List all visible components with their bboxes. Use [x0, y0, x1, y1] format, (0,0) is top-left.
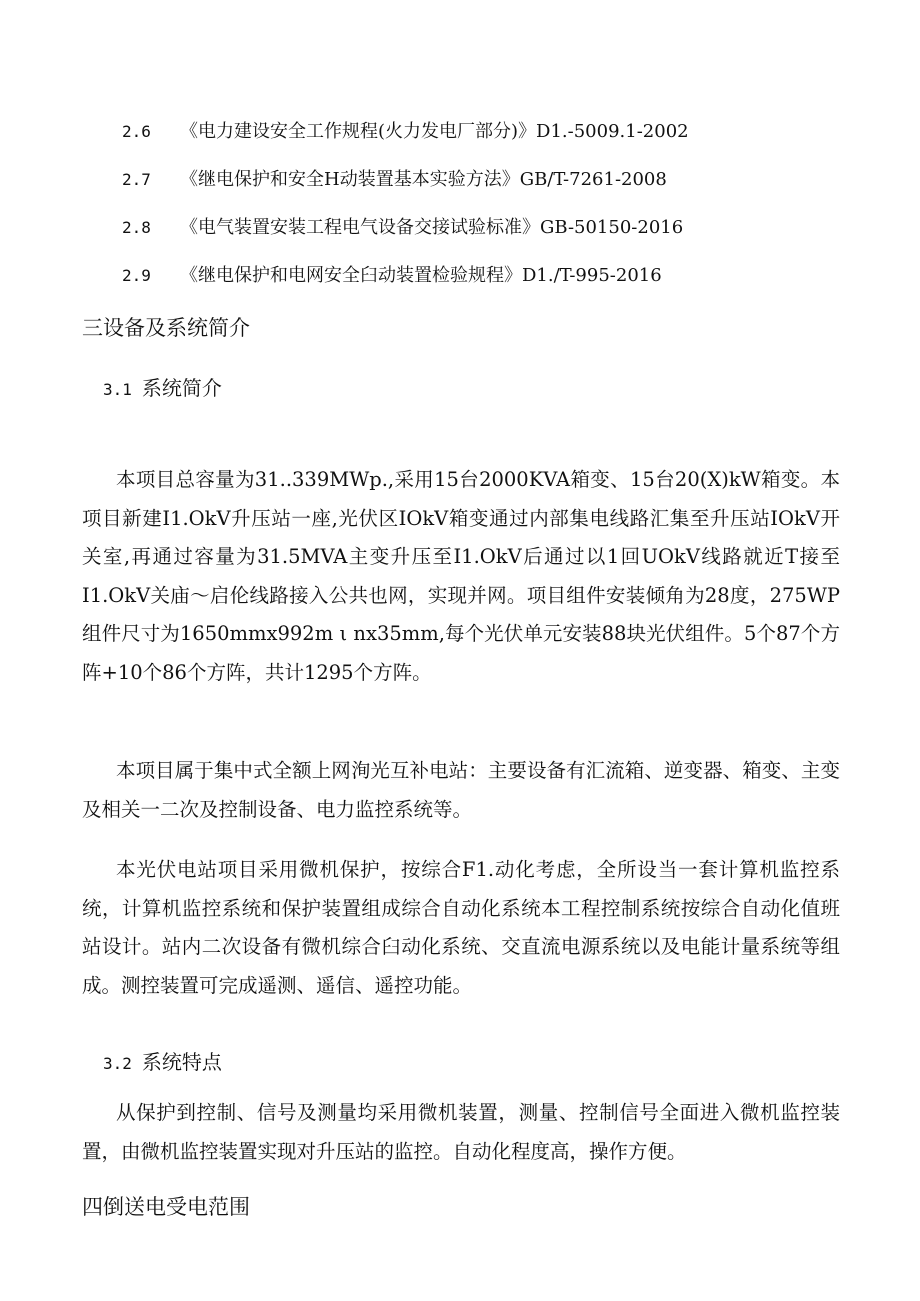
reference-text: 《继电保护和电网安全臼动装置检验规程》D1./T-995-2016	[180, 265, 662, 286]
reference-item	[122, 167, 667, 193]
reference-number: 2.6	[122, 122, 151, 141]
subsection-number: 3.2	[103, 1054, 132, 1073]
subsection-title: 系统简介	[141, 376, 222, 400]
subsection-title: 系统特点	[141, 1050, 222, 1074]
reference-item	[122, 215, 683, 241]
paragraph: 本项目总容量为31..339MWp.,采用15台2000KVA箱变、15台20(X)kW箱变。本项目新建I1.OkV升压站一座,光伏区IOkV箱变通过内部集电线路汇集至升压站IOkV开关室,再通过容量为31.5MVA主变升压至I1.OkV后通过以1回UOkV线路就近T接至I1.OkV关庙〜启伦线路接入公共也网，实现并网。项目组件安装倾角为28度，275WP组件尺寸为1650mmx992m ι nx35mm,每个光伏单元安装88块光伏组件。5个87个方阵+10个86个方阵，共计1295个方阵。	[82, 468, 840, 684]
paragraph: 从保护到控制、信号及测量均采用微机装置，测量、控制信号全面进入微机监控装置，由微机监控装置实现对升压站的监控。自动化程度高，操作方便。	[82, 1101, 840, 1163]
section-heading: 四倒送电受电范围	[82, 1195, 250, 1219]
section-heading: 三设备及系统简介	[82, 316, 250, 340]
reference-text: 《电力建设安全工作规程(火力发电厂部分)》D1.-5009.1-2002	[180, 121, 689, 142]
subsection-heading	[103, 373, 222, 405]
reference-number: 2.7	[122, 170, 151, 189]
reference-text: 《继电保护和安全H动装置基本实验方法》GB/T-7261-2008	[180, 169, 667, 190]
reference-item	[122, 119, 689, 145]
subsection-heading	[103, 1047, 222, 1079]
reference-number: 2.8	[122, 218, 151, 237]
reference-text: 《电气装置安装工程电气设备交接试验标准》GB-50150-2016	[180, 217, 684, 238]
reference-number: 2.9	[122, 266, 151, 285]
reference-item	[122, 263, 662, 289]
paragraph: 本项目属于集中式全额上网洵光互补电站：主要设备有汇流箱、逆变器、箱变、主变及相关一二次及控制设备、电力监控系统等。	[82, 759, 840, 821]
subsection-number: 3.1	[103, 380, 132, 399]
paragraph: 本光伏电站项目采用微机保护，按综合F1.动化考虑，全所设当一套计算机监控系统，计算机监控系统和保护装置组成综合自动化系统本工程控制系统按综合自动化值班站设计。站内二次设备有微机综合臼动化系统、交直流电源系统以及电能计量系统等组成。测控装置可完成遥测、遥信、遥控功能。	[82, 858, 840, 997]
